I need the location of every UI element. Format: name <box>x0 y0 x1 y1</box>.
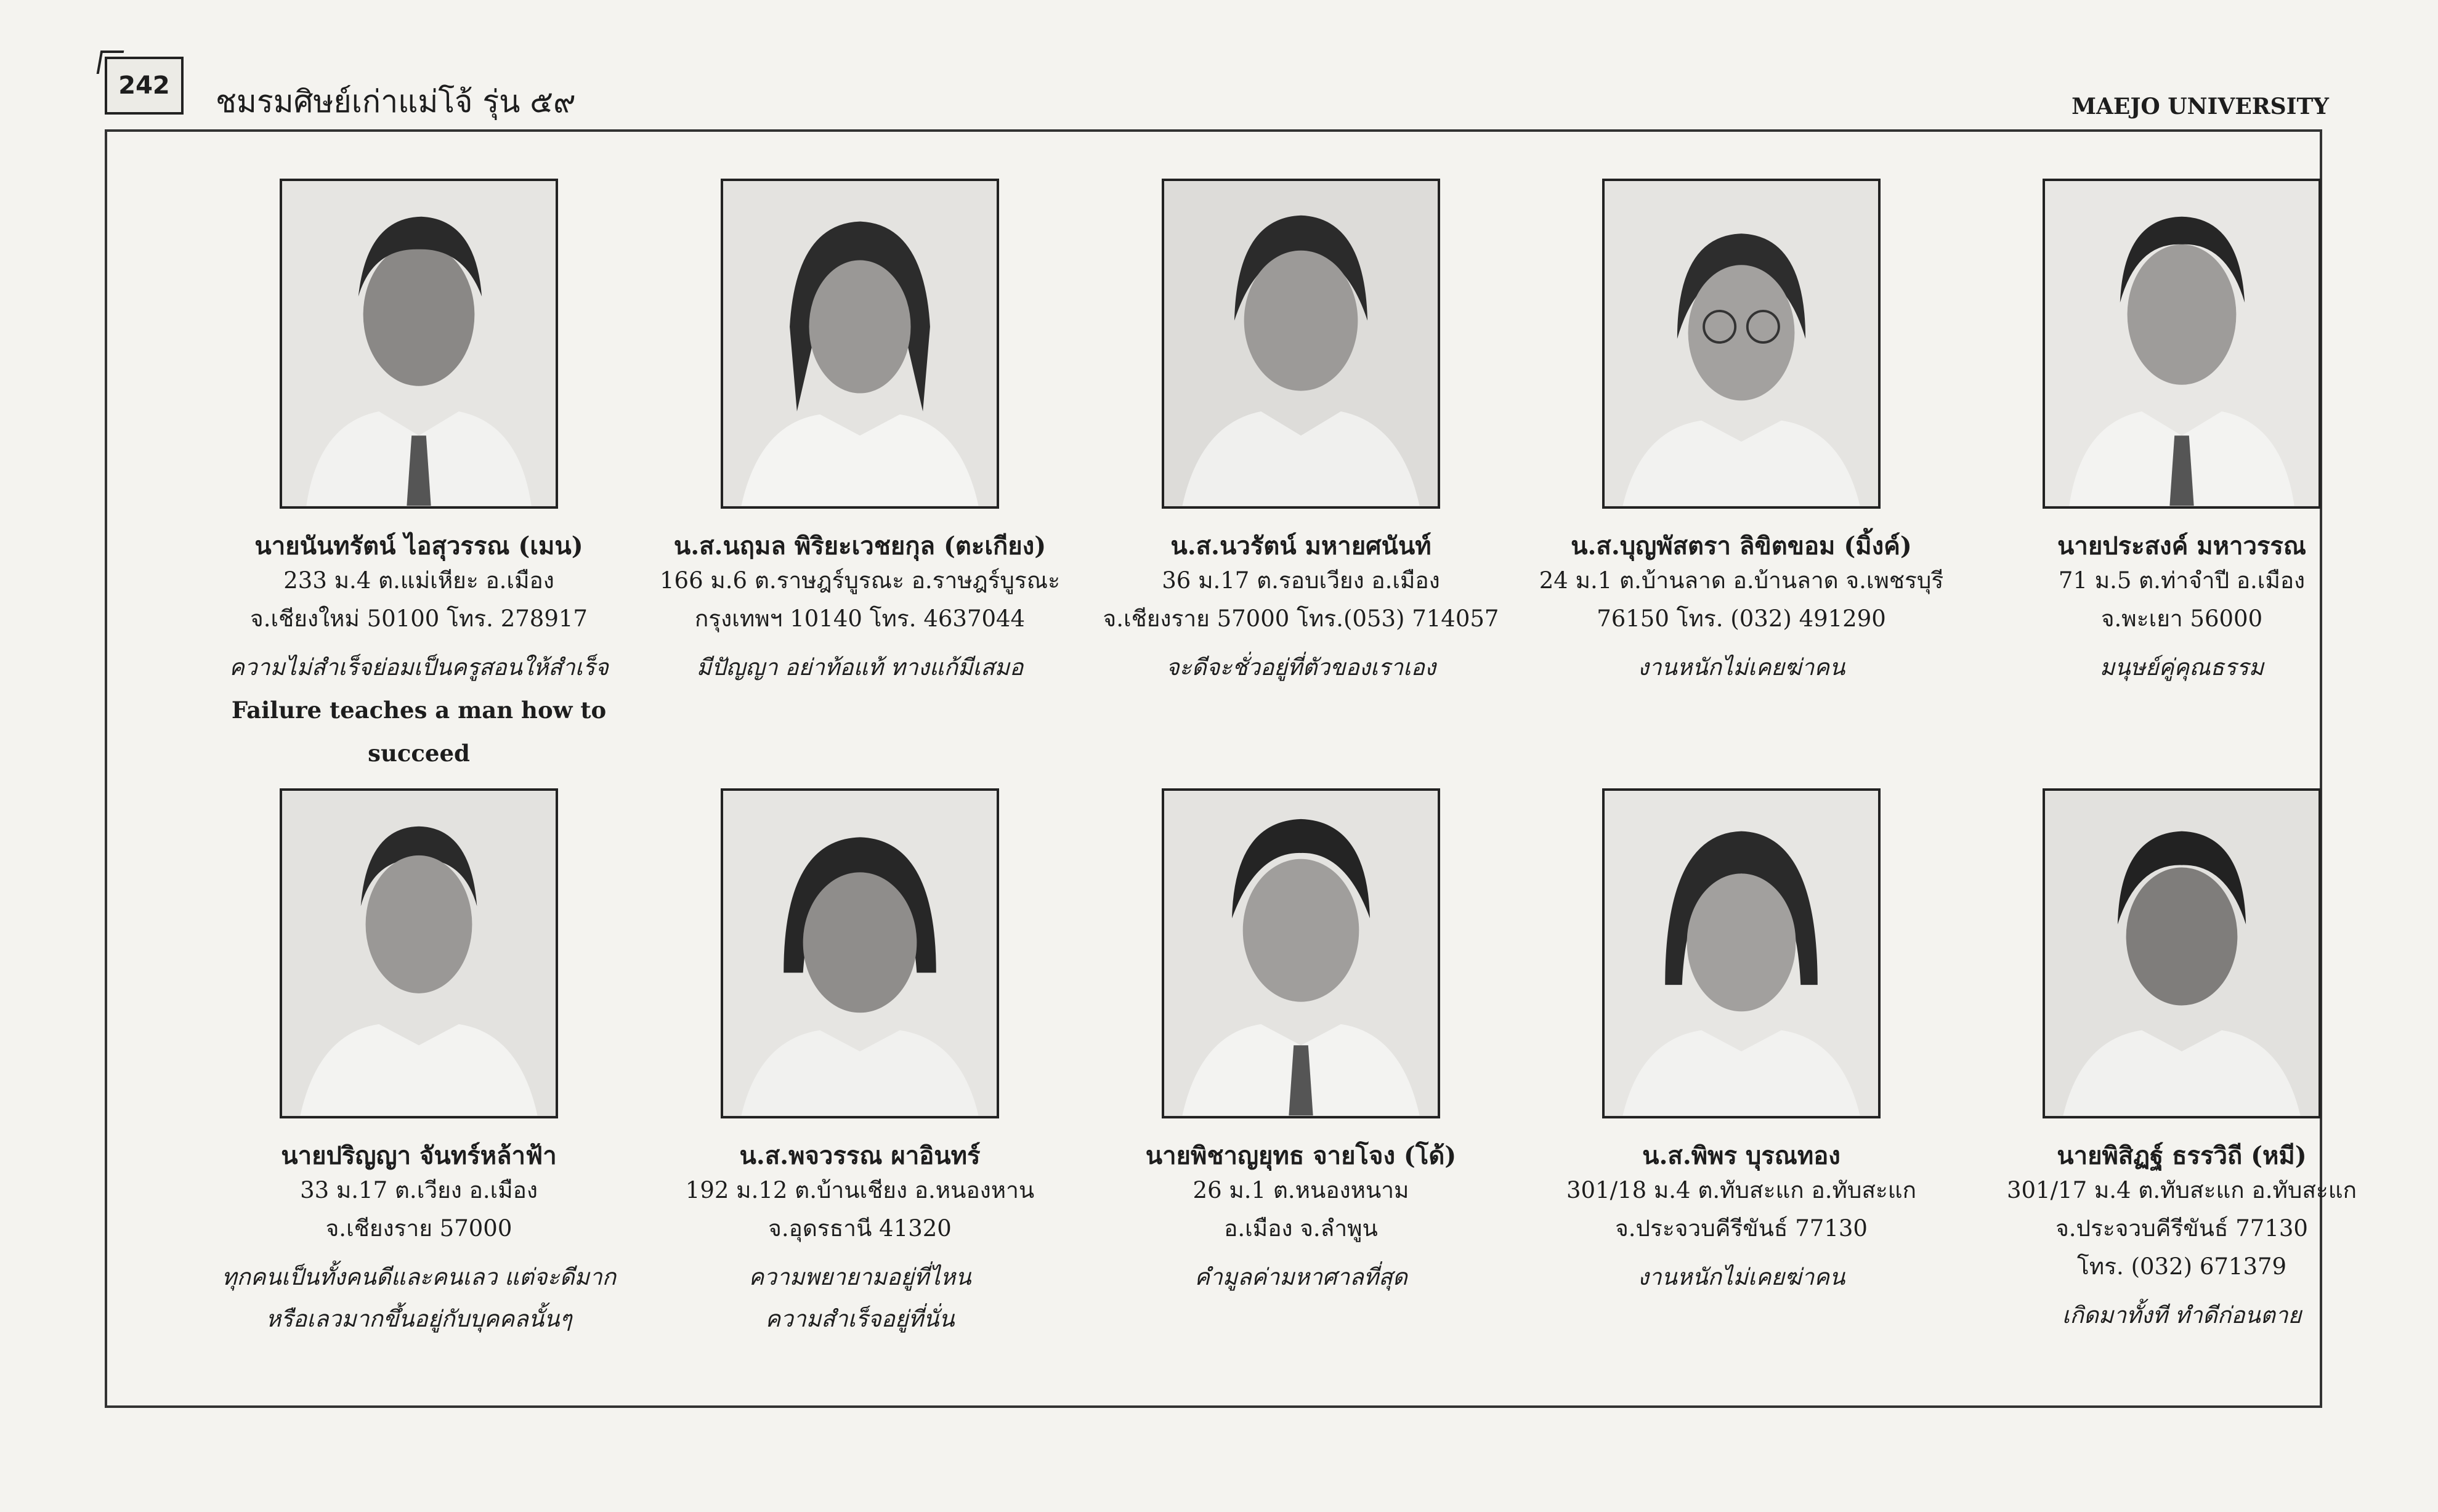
student-address: 301/18 ม.4 ต.ทับสะแก อ.ทับสะแก <box>1566 1177 1917 1203</box>
student-name: นายประสงค์ มหาวรรณ <box>2057 532 2306 560</box>
student-name: นายปริญญา จันทร์หล้าฟ้า <box>281 1141 557 1170</box>
student-photo <box>280 179 558 509</box>
student-card <box>657 179 1063 689</box>
student-address: จ.ประจวบคีรีขันธ์ 77130 <box>1615 1215 1868 1242</box>
student-motto: งานหนักไม่เคยฆ่าคน <box>1637 654 1845 681</box>
student-address: จ.เชียงราย 57000 โทร.(053) 714057 <box>1103 605 1499 632</box>
student-card <box>1098 788 1504 1298</box>
student-photo <box>721 788 999 1118</box>
student-name: น.ส.พิพร บุรณทอง <box>1642 1141 1841 1170</box>
student-motto: หรือเลวมากขึ้นอยู่กับบุคคลนั้นๆ <box>265 1306 572 1332</box>
student-address: 76150 โทร. (032) 491290 <box>1597 605 1886 632</box>
student-address: จ.อุดรธานี 41320 <box>768 1215 952 1242</box>
student-motto: งานหนักไม่เคยฆ่าคน <box>1637 1264 1845 1290</box>
student-address: อ.เมือง จ.ลำพูน <box>1224 1215 1378 1242</box>
student-address: 36 ม.17 ต.รอบเวียง อ.เมือง <box>1162 567 1440 594</box>
student-card <box>216 788 622 1340</box>
student-photo <box>1602 179 1881 509</box>
student-card <box>1538 179 1945 689</box>
student-phone: โทร. (032) 671379 <box>2076 1253 2287 1280</box>
student-motto: มนุษย์คู่คุณธรรม <box>2099 654 2264 681</box>
student-motto: ความพยายามอยู่ที่ไหน <box>748 1264 971 1290</box>
student-motto: คำมูลค่ามหาศาลที่สุด <box>1194 1264 1407 1290</box>
student-name: นายนันทรัตน์ ไอสุวรรณ (เมน) <box>254 532 583 560</box>
student-name: น.ส.บุญพัสตรา ลิขิตขอม (มิ้งค์) <box>1571 532 1912 560</box>
student-address: จ.ประจวบคีรีขันธ์ 77130 <box>2055 1215 2308 1242</box>
student-address: 192 ม.12 ต.บ้านเชียง อ.หนองหาน <box>685 1177 1035 1203</box>
student-address: 166 ม.6 ต.ราษฎร์บูรณะ อ.ราษฎร์บูรณะ <box>660 567 1060 594</box>
student-address: จ.พะเยา 56000 <box>2100 605 2263 632</box>
student-motto: เกิดมาทั้งที ทำดีก่อนตาย <box>2062 1302 2302 1328</box>
student-card <box>1098 179 1504 689</box>
club-title: ชมรมศิษย์เก่าแม่โจ้ รุ่น ๕๙ <box>216 84 576 119</box>
student-address: 24 ม.1 ต.บ้านลาด อ.บ้านลาด จ.เพชรบุรี <box>1539 567 1944 594</box>
student-motto: จะดีจะชั่วอยู่ที่ตัวของเราเอง <box>1166 654 1436 681</box>
student-card <box>1978 788 2385 1336</box>
student-motto: มีปัญญา อย่าท้อแท้ ทางแก้มีเสมอ <box>696 654 1024 681</box>
student-name: น.ส.พจวรรณ ผาอินทร์ <box>739 1141 981 1170</box>
student-photo <box>721 179 999 509</box>
student-address: 233 ม.4 ต.แม่เหียะ อ.เมือง <box>283 567 554 594</box>
student-name: น.ส.นวรัตน์ มหายศนันท์ <box>1170 532 1432 560</box>
student-photo <box>280 788 558 1118</box>
student-motto-english: succeed <box>368 740 470 767</box>
student-name: นายพิชาญยุทธ จายโจง (โด้) <box>1145 1141 1457 1170</box>
student-card <box>216 179 622 775</box>
student-address: จ.เชียงราย 57000 <box>325 1215 512 1242</box>
student-photo <box>1162 179 1440 509</box>
page-number: 242 <box>105 57 184 115</box>
student-address: 301/17 ม.4 ต.ทับสะแก อ.ทับสะแก <box>2006 1177 2357 1203</box>
student-motto: ความสำเร็จอยู่ที่นั่น <box>765 1306 955 1332</box>
student-name: น.ส.นฤมล พิริยะเวชยกุล (ตะเกียง) <box>673 532 1047 560</box>
student-card <box>657 788 1063 1340</box>
student-address: กรุงเทพฯ 10140 โทร. 4637044 <box>694 605 1026 632</box>
student-card <box>1538 788 1945 1298</box>
university-title: MAEJO UNIVERSITY <box>2071 94 2329 119</box>
student-address: จ.เชียงใหม่ 50100 โทร. 278917 <box>250 605 588 632</box>
student-motto-english: Failure teaches a man how to <box>231 697 607 724</box>
student-photo <box>1162 788 1440 1118</box>
student-address: 26 ม.1 ต.หนองหนาม <box>1193 1177 1409 1203</box>
student-address: 71 ม.5 ต.ท่าจำปี อ.เมือง <box>2058 567 2306 594</box>
student-photo <box>2043 179 2321 509</box>
student-photo <box>2043 788 2321 1118</box>
student-address: 33 ม.17 ต.เวียง อ.เมือง <box>300 1177 538 1203</box>
student-name: นายพิสิฏฐ์ ธรรวิถี (หมี) <box>2057 1141 2307 1170</box>
student-motto: ความไม่สำเร็จย่อมเป็นครูสอนให้สำเร็จ <box>229 654 609 681</box>
student-photo <box>1602 788 1881 1118</box>
page-header <box>0 0 2438 129</box>
student-motto: ทุกคนเป็นทั้งคนดีและคนเลว แต่จะดีมาก <box>221 1264 617 1290</box>
student-card <box>1978 179 2385 689</box>
